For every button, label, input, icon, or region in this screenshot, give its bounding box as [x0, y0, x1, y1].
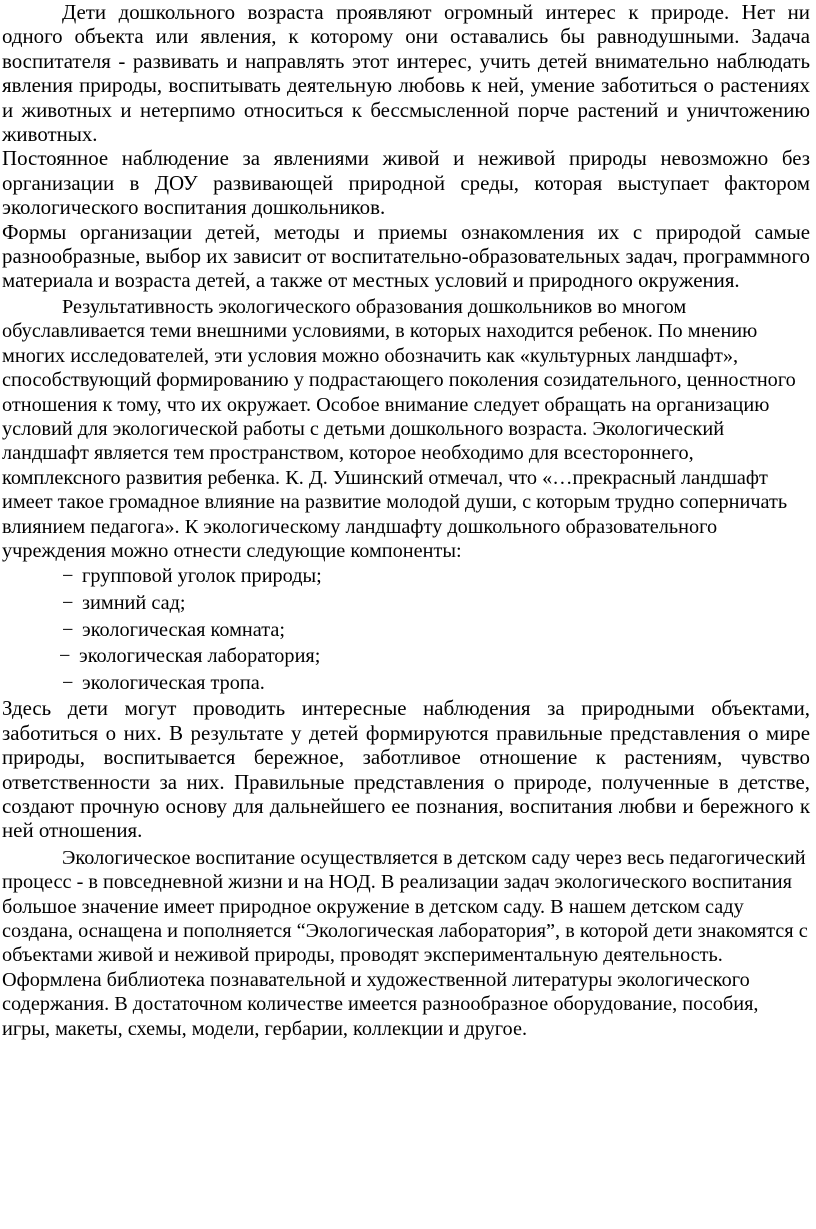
list-marker: − — [62, 591, 74, 614]
paragraph-intro: Дети дошкольного возраста проявляют огромный интерес к природе. Нет ни одного объекта или явления, к которому они оставались бы равнодушными. Задача воспитателя - развивать и направлять этот интерес, учить детей внимательно наблюдать явления природы, воспитывать деятельную любовь к ней, умение заботиться о растениях и животных и нетерпимо относиться к бессмысленной порче растений и уничтожению животных. — [2, 0, 810, 147]
list-item — [2, 670, 810, 697]
list-item-text: зимний сад; — [82, 591, 186, 614]
list-item — [2, 617, 810, 644]
list-marker: − — [62, 565, 74, 588]
list-item — [2, 563, 810, 590]
paragraph-forms: Формы организации детей, методы и приемы ознакомления их с природой самые разнообразные, выбор их зависит от воспитательно-образовательных задач, программного материала и возраста детей, а также от местных условий и природного окружения. — [2, 219, 810, 293]
list-marker: − — [62, 671, 74, 694]
list-item-text: экологическая лаборатория; — [79, 645, 321, 668]
list-item-text: групповой уголок природы; — [82, 565, 322, 588]
paragraph-observation: Постоянное наблюдение за явлениями живой и неживой природы невозможно без организации в ДОУ развивающей природной среды, которая выступает фактором экологического воспитания дошкольников. — [2, 146, 810, 220]
list-item-text: экологическая комната; — [82, 618, 285, 641]
list-item — [2, 643, 810, 670]
paragraph-landscape: Результативность экологического образования дошкольников во многом обуславливается теми внешними условиями, в которых находится ребенок. По мнению многих исследователей, эти условия можно обозначить как «культурных ландшафт», способствующий формированию у подрастающего поколения созидательного, ценностного отношения к тому, что их окружает. Особое внимание следует обращать на организацию условий для экологической работы с детьми дошкольного возраста. Экологический ландшафт является тем пространством, которое необходимо для всестороннего, комплексного развития ребенка. К. Д. Ушинский отмечал, что «…прекрасный ландшафт имеет такое громадное влияние на развитие молодой души, с которым трудно соперничать влиянием педагога». К экологическому ландшафту дошкольного образовательного учреждения можно отнести следующие компоненты: — [2, 295, 796, 562]
paragraph-kindergarten: Экологическое воспитание осуществляется в детском саду через весь педагогический процесс - в повседневной жизни и на НОД. В реализации задач экологического воспитания большое значение имеет природное окружение в детском саду. В нашем детском саду создана, оснащена и пополняется “Экологическая лаборатория”, в которой дети знакомятся с объектами живой и неживой природы, проводят экспериментальную деятельность. Оформлена библиотека познавательной и художественной литературы экологического содержания. В достаточном количестве имеется разнообразное оборудование, пособия, игры, макеты, схемы, модели, гербарии, коллекции и другое. — [2, 846, 808, 1040]
list-item — [2, 590, 810, 617]
list-marker: − — [62, 618, 74, 641]
components-list — [2, 563, 810, 696]
list-marker: − — [59, 645, 71, 668]
list-item-text: экологическая тропа. — [82, 671, 265, 694]
paragraph-observations-result: Здесь дети могут проводить интересные наблюдения за природными объектами, заботиться о них. В результате у детей формируются правильные представления о мире природы, воспитывается бережное, заботливое отношение к растениям, чувство ответственности за них. Правильные представления о природе, полученные в детстве, создают прочную основу для дальнейшего ее познания, воспитания любви и бережного к ней отношения. — [2, 696, 810, 843]
